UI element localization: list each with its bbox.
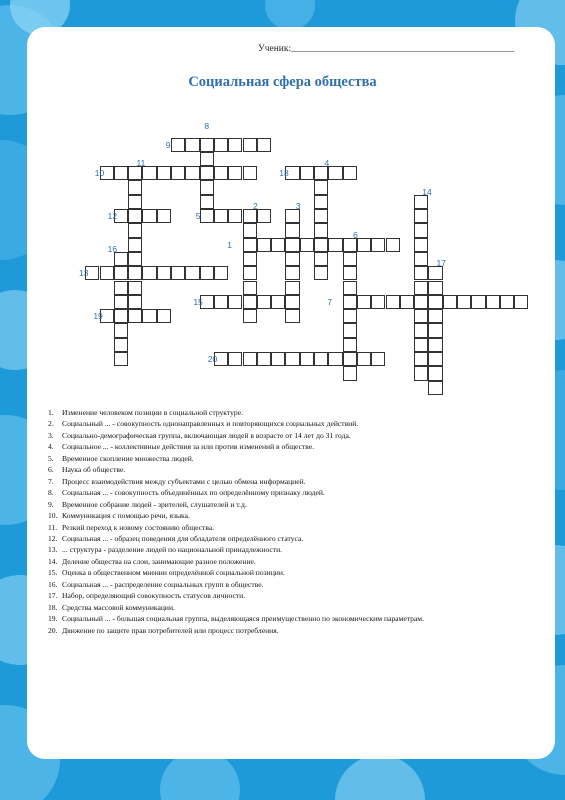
crossword-cell[interactable] [414, 238, 428, 252]
crossword-cell[interactable] [214, 138, 228, 152]
crossword-cell[interactable] [200, 166, 214, 180]
crossword-cell[interactable] [243, 238, 257, 252]
crossword-cell[interactable] [428, 338, 442, 352]
crossword-cell[interactable] [357, 352, 371, 366]
crossword-cell[interactable] [457, 295, 471, 309]
crossword-cell[interactable] [100, 266, 114, 280]
crossword-cell[interactable] [343, 252, 357, 266]
crossword-cell[interactable] [128, 166, 142, 180]
clue-number-label: 11 [136, 157, 146, 168]
clue-number: 14. [48, 556, 58, 566]
crossword-cell[interactable] [128, 252, 142, 266]
crossword-cell[interactable] [128, 180, 142, 194]
crossword-cell[interactable] [357, 238, 371, 252]
clue-text: Временное скопление множества людей. [62, 453, 194, 463]
crossword-cell[interactable] [128, 266, 142, 280]
clue-number-label: 20 [207, 353, 218, 364]
clue-text: Социальный ... - большая социальная группа, выделяющаяся преимущественно по экономическим параметрам. [62, 614, 425, 624]
crossword-cell[interactable] [200, 195, 214, 209]
clue-number-label: 7 [327, 296, 333, 307]
crossword-cell[interactable] [243, 223, 257, 237]
crossword-cell[interactable] [285, 309, 299, 323]
crossword-cell[interactable] [142, 166, 156, 180]
clue-item [48, 533, 548, 544]
clue-item [48, 567, 548, 578]
crossword-cell[interactable] [114, 295, 128, 309]
crossword-cell[interactable] [243, 281, 257, 295]
crossword-cell[interactable] [243, 295, 257, 309]
crossword-cell[interactable] [114, 352, 128, 366]
crossword-cell[interactable] [114, 252, 128, 266]
clue-text: Социальный ... - совокупность однонаправленных и повторяющихся социальных действий. [62, 419, 359, 429]
crossword-cell[interactable] [343, 309, 357, 323]
clue-list [48, 407, 548, 636]
crossword-cell[interactable] [128, 309, 142, 323]
crossword-cell[interactable] [185, 138, 199, 152]
crossword-cell[interactable] [471, 295, 485, 309]
crossword-cell[interactable] [142, 266, 156, 280]
crossword-cell[interactable] [285, 252, 299, 266]
clue-item [48, 602, 548, 613]
clue-item [48, 453, 548, 464]
clue-number: 16. [48, 579, 58, 589]
crossword-cell[interactable] [128, 295, 142, 309]
crossword-cell[interactable] [243, 266, 257, 280]
clue-text: Движение по защите прав потребителей или процесс потребления. [62, 625, 279, 635]
clue-number-label: 10 [94, 168, 105, 178]
crossword-cell[interactable] [386, 295, 400, 309]
crossword-cell[interactable] [114, 281, 128, 295]
crossword-cell[interactable] [414, 338, 428, 352]
crossword-cell[interactable] [400, 295, 414, 309]
crossword-cell[interactable] [500, 295, 514, 309]
crossword-cell[interactable] [428, 323, 442, 337]
clue-text: Процесс взаимодействия между субъектами с целью обмена информацией. [62, 476, 306, 486]
clue-number: 15. [48, 568, 58, 578]
clue-number-label: 19 [93, 311, 103, 321]
crossword-cell[interactable] [386, 238, 400, 252]
clue-number-label: 13 [79, 268, 89, 279]
crossword-cell[interactable] [257, 352, 271, 366]
crossword-cell[interactable] [300, 238, 314, 252]
clue-text: Социальная ... - распределение социальных групп в обществе. [62, 579, 264, 589]
clue-number-label: 6 [353, 229, 358, 240]
crossword-cell[interactable] [114, 338, 128, 352]
crossword-cell[interactable] [357, 295, 371, 309]
clue-item [48, 625, 548, 636]
clue-number: 11. [48, 522, 58, 532]
crossword-cell[interactable] [157, 266, 171, 280]
clue-item [48, 613, 548, 624]
clue-number-label: 8 [204, 120, 210, 131]
crossword-cell[interactable] [257, 295, 271, 309]
crossword-cell[interactable] [128, 223, 142, 237]
clue-number-label: 9 [165, 139, 171, 150]
clue-number: 12. [48, 533, 58, 543]
crossword-cell[interactable] [443, 295, 457, 309]
clue-item [48, 476, 548, 487]
crossword-cell[interactable] [257, 138, 271, 152]
crossword-cell[interactable] [228, 138, 242, 152]
crossword-cell[interactable] [285, 238, 299, 252]
crossword-cell[interactable] [414, 323, 428, 337]
crossword-cell[interactable] [314, 252, 328, 266]
crossword-cell[interactable] [300, 166, 314, 180]
clue-number-label: 1 [227, 239, 232, 250]
crossword-cell[interactable] [428, 352, 442, 366]
clue-number: 9. [48, 499, 54, 509]
clue-text: ... структура - разделение людей по национальной принадлежности. [62, 545, 283, 555]
clue-number: 1. [48, 408, 54, 417]
crossword-cell[interactable] [243, 209, 257, 223]
crossword-cell[interactable] [257, 238, 271, 252]
clue-number: 8. [48, 488, 54, 498]
crossword-cell[interactable] [486, 295, 500, 309]
crossword-cell[interactable] [271, 238, 285, 252]
crossword-cell[interactable] [257, 209, 271, 223]
clue-number: 7. [48, 476, 54, 486]
clue-number-label: 4 [324, 157, 330, 168]
crossword-cell[interactable] [200, 138, 214, 152]
crossword-cell[interactable] [171, 166, 185, 180]
crossword-cell[interactable] [271, 352, 285, 366]
crossword-cell[interactable] [343, 366, 357, 380]
clue-number: 6. [48, 465, 54, 475]
crossword-cell[interactable] [414, 209, 428, 223]
crossword-cell[interactable] [371, 352, 385, 366]
crossword-cell[interactable] [285, 209, 299, 223]
crossword-cell[interactable] [142, 209, 156, 223]
crossword-cell[interactable] [214, 295, 228, 309]
crossword-cell[interactable] [428, 295, 442, 309]
crossword-cell[interactable] [428, 281, 442, 295]
clue-text: Деление общества на слои, занимающие разное положение. [62, 556, 256, 566]
crossword-cell[interactable] [128, 238, 142, 252]
clue-number: 18. [48, 602, 58, 612]
clue-text: Изменение человеком позиции в социальной структуре. [62, 408, 243, 417]
crossword-cell[interactable] [285, 266, 299, 280]
crossword-cell[interactable] [243, 309, 257, 323]
crossword-cell[interactable] [157, 166, 171, 180]
crossword-cell[interactable] [314, 166, 328, 180]
clue-item [48, 556, 548, 567]
crossword-cell[interactable] [414, 266, 428, 280]
crossword-cell[interactable] [128, 195, 142, 209]
clue-number-label: 12 [107, 210, 118, 221]
crossword-cell[interactable] [314, 195, 328, 209]
crossword-cell[interactable] [428, 366, 442, 380]
clue-number-label: 18 [279, 168, 289, 178]
crossword-cell[interactable] [314, 352, 328, 366]
crossword-cell[interactable] [285, 295, 299, 309]
crossword-cell[interactable] [428, 266, 442, 280]
clue-number: 20. [48, 625, 58, 635]
crossword-cell[interactable] [200, 209, 214, 223]
crossword-cell[interactable] [200, 180, 214, 194]
crossword-cell[interactable] [157, 209, 171, 223]
clue-text: Социальная ... - образец поведения для обладателя определённого статуса. [62, 533, 304, 543]
crossword-cell[interactable] [214, 209, 228, 223]
crossword-cell[interactable] [314, 209, 328, 223]
crossword-cell[interactable] [243, 166, 257, 180]
crossword-cell[interactable] [114, 166, 128, 180]
clue-item [48, 522, 548, 533]
crossword-cell[interactable] [328, 166, 342, 180]
clue-item [48, 579, 548, 590]
clue-text: Резкий переход к новому состоянию общества. [62, 522, 215, 532]
crossword-cell[interactable] [114, 266, 128, 280]
clue-number-label: 3 [295, 200, 301, 211]
clue-item [48, 487, 548, 498]
crossword-cell[interactable] [314, 266, 328, 280]
clue-number: 13. [48, 545, 58, 555]
clue-number: 17. [48, 591, 58, 601]
crossword-cell[interactable] [328, 238, 342, 252]
crossword-cell[interactable] [114, 309, 128, 323]
clue-item [48, 544, 548, 555]
crossword-cell[interactable] [300, 352, 314, 366]
crossword-cell[interactable] [285, 223, 299, 237]
crossword-cell[interactable] [343, 281, 357, 295]
clue-text: Средства массовой коммуникации. [62, 602, 175, 612]
clue-text: Набор, определяющий совокупность статусов личности. [62, 591, 246, 601]
crossword-cell[interactable] [414, 195, 428, 209]
crossword-cell[interactable] [228, 166, 242, 180]
crossword-cell[interactable] [185, 166, 199, 180]
crossword-cell[interactable] [414, 352, 428, 366]
clue-text: Социальная ... - совокупность объединённых по определённому признаку людей. [62, 488, 325, 498]
clue-text: Временное собрание людей - зрителей, слушателей и т.д. [62, 499, 247, 509]
crossword-cell[interactable] [243, 352, 257, 366]
crossword-cell[interactable] [314, 238, 328, 252]
crossword-cell[interactable] [414, 366, 428, 380]
crossword-cell[interactable] [171, 266, 185, 280]
crossword-cell[interactable] [228, 209, 242, 223]
crossword-cell[interactable] [157, 309, 171, 323]
clue-number: 2. [48, 419, 54, 429]
crossword-cell[interactable] [214, 166, 228, 180]
crossword-cell[interactable] [271, 295, 285, 309]
clue-item [48, 590, 548, 601]
clue-number-label: 16 [107, 243, 118, 254]
crossword-cell[interactable] [228, 352, 242, 366]
clue-item [48, 407, 548, 418]
crossword-cell[interactable] [142, 309, 156, 323]
crossword-cell[interactable] [343, 166, 357, 180]
crossword-cell[interactable] [428, 309, 442, 323]
clue-text: Наука об обществе. [62, 465, 126, 475]
crossword-cell[interactable] [343, 323, 357, 337]
clue-number: 10. [48, 511, 58, 521]
crossword-cell[interactable] [243, 252, 257, 266]
crossword-cell[interactable] [371, 238, 385, 252]
crossword-cell[interactable] [114, 323, 128, 337]
clue-text: Оценка в общественном мнении определённой социальной позиции. [62, 568, 285, 578]
crossword-cell[interactable] [343, 338, 357, 352]
clue-number: 5. [48, 453, 54, 463]
clue-item [48, 430, 548, 441]
crossword-cell[interactable] [228, 295, 242, 309]
worksheet-title: Социальная сфера общества [188, 74, 377, 90]
crossword-cell[interactable] [414, 223, 428, 237]
clue-item [48, 441, 548, 452]
clue-number-label: 15 [193, 296, 203, 307]
crossword-cell[interactable] [243, 138, 257, 152]
crossword-cell[interactable] [314, 180, 328, 194]
clue-item [48, 499, 548, 510]
student-name-line: Ученик:_______________________________________________ [258, 44, 515, 54]
crossword-cell[interactable] [171, 138, 185, 152]
clue-number: 19. [48, 614, 58, 624]
clue-text: Социальное ... - коллективные действия за или против изменений в обществе. [62, 442, 315, 452]
crossword-cell[interactable] [343, 238, 357, 252]
crossword-cell[interactable] [514, 295, 528, 309]
crossword-cell[interactable] [414, 252, 428, 266]
clue-item [48, 418, 548, 429]
crossword-cell[interactable] [200, 266, 214, 280]
clue-number-label: 14 [422, 186, 432, 197]
crossword-cell[interactable] [328, 352, 342, 366]
clue-text: Социально-демографическая группа, включающая людей в возрасте от 14 лет до 31 года. [62, 430, 351, 440]
clue-number-label: 5 [195, 210, 201, 221]
crossword-cell[interactable] [285, 352, 299, 366]
clue-text: Коммуникация с помощью речи, языка. [62, 511, 190, 521]
crossword-cell[interactable] [214, 266, 228, 280]
crossword-cell[interactable] [185, 266, 199, 280]
crossword-cell[interactable] [414, 295, 428, 309]
crossword-cell[interactable] [128, 281, 142, 295]
crossword-cell[interactable] [343, 295, 357, 309]
clue-number: 4. [48, 442, 54, 452]
crossword-cell[interactable] [343, 352, 357, 366]
crossword-cell[interactable] [371, 295, 385, 309]
crossword-cell[interactable] [428, 381, 442, 395]
crossword-cell[interactable] [414, 309, 428, 323]
clue-number: 3. [48, 430, 54, 440]
crossword-cell[interactable] [343, 266, 357, 280]
clue-item [48, 464, 548, 475]
crossword-cell[interactable] [285, 281, 299, 295]
crossword-cell[interactable] [200, 152, 214, 166]
crossword-cell[interactable] [128, 209, 142, 223]
crossword-cell[interactable] [414, 281, 428, 295]
clue-number-label: 2 [252, 200, 258, 211]
crossword-cell[interactable] [314, 223, 328, 237]
clue-item [48, 510, 548, 521]
clue-number-label: 17 [436, 258, 446, 269]
